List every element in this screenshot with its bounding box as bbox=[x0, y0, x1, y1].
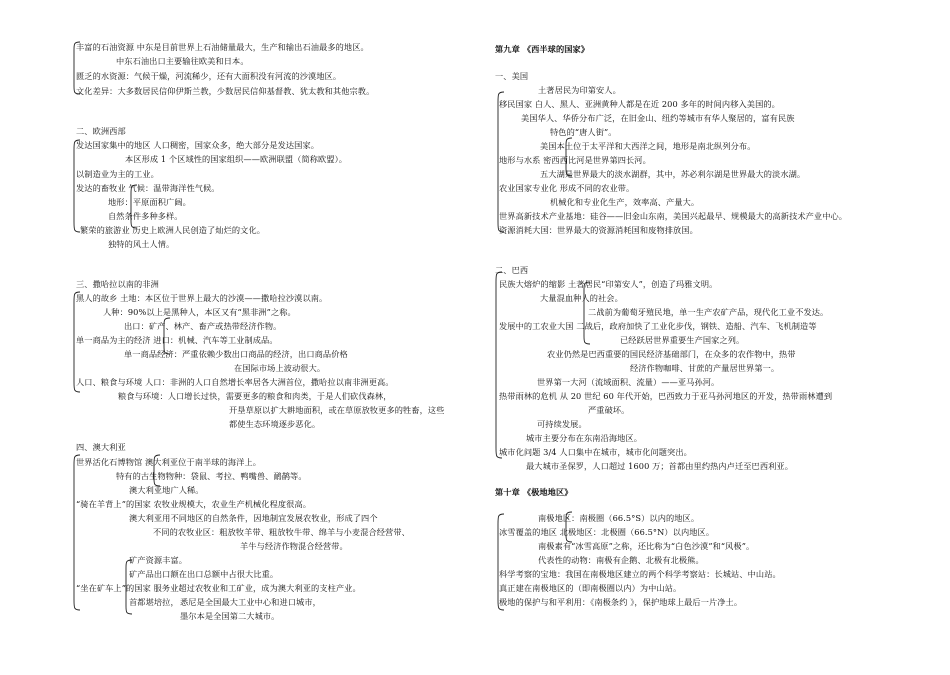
text-line: 城市化问题 3/4 人口集中在城市，城市化问题突出。 bbox=[499, 447, 692, 457]
text-line: 单一商品为主的经济 进口：机械、汽车等工业制成品。 bbox=[76, 335, 278, 345]
text-line: 矿产资源丰富。 bbox=[129, 555, 188, 565]
text-line: 人种：90%以上是黑种人，本区又有“黑非洲”之称。 bbox=[103, 307, 296, 317]
text-line: 世界活化石博物馆 澳大利亚位于南半球的海洋上。 bbox=[76, 457, 262, 467]
text-line: 大量混血种人的社会。 bbox=[540, 293, 623, 303]
text-line: 民族大熔炉的缩影 土著居民“印第安人”，创造了玛雅文明。 bbox=[499, 279, 718, 289]
text-line: 人口、粮食与环境 人口：非洲的人口自然增长率居各大洲首位，撒哈拉以南非洲更高。 bbox=[76, 377, 394, 387]
text-line: 墨尔本是全国第二大城市。 bbox=[180, 611, 280, 621]
section-title: 三、撒哈拉以南的非洲 bbox=[76, 279, 159, 289]
text-line: 极地的保护与和平利用：《南极条约 》，保护地球上最后一片净土。 bbox=[499, 597, 743, 607]
text-line: 悉尼是全国最大工业中心和进口城市， bbox=[180, 597, 321, 607]
text-line: 发达的畜牧业 气候：温带海洋性气候。 bbox=[76, 183, 220, 193]
text-line: 土著居民为印第安人。 bbox=[538, 85, 621, 95]
text-line: 中东石油出口主要输往欧美和日本。 bbox=[116, 56, 249, 66]
section-title: 二、巴西 bbox=[495, 265, 529, 275]
text-line: 特色的“唐人街”。 bbox=[550, 127, 617, 137]
text-line: 羊牛与经济作物混合经营带。 bbox=[240, 541, 348, 551]
text-line: 可持续发展。 bbox=[537, 419, 587, 429]
text-line: 五大湖是世界最大的淡水湖群，其中，苏必利尔湖是世界最大的淡水湖。 bbox=[540, 169, 806, 179]
text-line: 单一商品经济：严重依赖少数出口商品的经济，出口商品价格 bbox=[124, 349, 348, 359]
text-line: 以制造业为主的工业。 bbox=[76, 169, 159, 179]
text-line: 严重破坏。 bbox=[588, 405, 630, 415]
text-line: 美国华人、华侨分布广泛，在旧金山、纽约等城市有华人聚居的，富有民族 bbox=[521, 113, 795, 123]
brace-brazil bbox=[496, 272, 502, 458]
text-line: 本区形成 1 个区域性的国家组织——欧洲联盟（简称欧盟）。 bbox=[125, 154, 348, 164]
text-line: 黑人的故乡 土地：本区位于世界上最大的沙漠——撒哈拉沙漠以南。 bbox=[76, 293, 328, 303]
text-line: 粮食与环境：人口增长过快，需要更多的粮食和肉类，于是人们砍伐森林， bbox=[118, 391, 392, 401]
text-line: 地形：平原面积广阔。 bbox=[108, 197, 191, 207]
text-line: 首都堪培拉， bbox=[129, 597, 179, 607]
text-line: “坐在矿车上”的国家 服务业超过农牧业和工矿业，成为澳大利亚的支柱产业。 bbox=[76, 583, 361, 593]
text-line: 开垦草原以扩大耕地面积，或在草原放牧更多的牲畜，这些 bbox=[229, 405, 445, 415]
text-line: 真正建在南极地区的（即南极圈以内）为中山站。 bbox=[499, 583, 682, 593]
text-line: 地形与水系 密西西比河是世界第四长河。 bbox=[499, 155, 651, 165]
text-line: 独特的风土人情。 bbox=[108, 239, 175, 249]
text-line: 世界高新技术产业基地：硅谷——旧金山东南，美国兴起最早、规模最大的高新技术产业中心。 bbox=[499, 211, 848, 221]
text-line: 代表性的动物：南极有企鹅、北极有北极熊。 bbox=[538, 555, 704, 565]
text-line: 科学考察的宝地：我国在南极地区建立的两个科学考察站：长城站、中山站。 bbox=[499, 569, 781, 579]
section-title: 一、美国 bbox=[495, 71, 529, 81]
text-line: 繁荣的旅游业 历史上欧洲人民创造了灿烂的文化。 bbox=[80, 225, 266, 235]
text-line: 世界第一大河（流域面积、流量）——亚马孙河。 bbox=[537, 377, 720, 387]
text-line: 发达国家集中的地区 人口稠密，国家众多，绝大部分是发达国家。 bbox=[76, 140, 320, 150]
text-line: 最大城市圣保罗，人口超过 1600 万；首都由里约热内卢迁至巴西利亚。 bbox=[526, 461, 793, 471]
text-line: 机械化和专业化生产，效率高、产量大。 bbox=[550, 197, 700, 207]
text-line: 资源消耗大国：世界最大的资源消耗国和废物排放国。 bbox=[499, 225, 698, 235]
text-line: 矿产品出口额在出口总额中占很大比重。 bbox=[129, 569, 279, 579]
chapter-title: 第九章 《西半球的国家》 bbox=[495, 44, 590, 54]
text-line: 冰雪覆盖的地区 北极地区：北极圈（66.5°N）以内地区。 bbox=[499, 527, 715, 537]
text-line: 丰富的石油资源 中东是目前世界上石油储量最大，生产和输出石油最多的地区。 bbox=[76, 42, 369, 52]
text-line: 美国本土位于太平洋和大西洋之间，地形是南北纵列分布。 bbox=[540, 141, 756, 151]
text-line: 都使生态环境逐步恶化。 bbox=[229, 419, 321, 429]
text-line: 已经跃居世界重要生产国家之列。 bbox=[620, 335, 745, 345]
text-line: 澳大利亚地广人稀。 bbox=[129, 485, 204, 495]
text-line: 农业仍然是巴西重要的国民经济基础部门，在众多的农作物中，热带 bbox=[547, 349, 796, 359]
text-line: 发展中的工农业大国 二战后，政府加快了工业化步伐，钢铁、造船、汽车、飞机制造等 bbox=[499, 321, 817, 331]
text-line: 南极素有“冰雪高原”之称，还比称为“白色沙漠”和“风极”。 bbox=[538, 541, 755, 551]
text-line: 移民国家 白人、黑人、亚洲黄种人都是在近 200 多年的时间内移入美国的。 bbox=[499, 99, 780, 109]
text-line: 城市主要分布在东南沿海地区。 bbox=[526, 433, 643, 443]
text-line: 特有的古生物物种：袋鼠、考拉、鸭嘴兽、鸸鹋等。 bbox=[116, 471, 307, 481]
text-line: 澳大利亚用不同地区的自然条件，因地制宜发展农牧业，形成了四个 bbox=[129, 513, 378, 523]
text-line: 南极地区：南极圈（66.5°S）以内的地区。 bbox=[538, 513, 700, 523]
text-line: 自然条件多种多样。 bbox=[108, 211, 183, 221]
text-line: 农业国家专业化 形成不同的农业带。 bbox=[499, 183, 635, 193]
section-title: 四、澳大利亚 bbox=[76, 442, 126, 452]
text-line: 在国际市场上波动很大。 bbox=[234, 363, 326, 373]
text-line: 二战前为葡萄牙殖民地，单一生产农矿产品，现代化工业不发达。 bbox=[588, 307, 829, 317]
section-title: 二、欧洲西部 bbox=[76, 126, 126, 136]
chapter-title: 第十章 《极地地区》 bbox=[495, 487, 573, 497]
text-line: 文化差异：大多数居民信仰伊斯兰教，少数居民信仰基督教、犹太教和其他宗教。 bbox=[76, 86, 375, 96]
text-line: “骑在羊背上”的国家 农牧业规模大，农业生产机械化程度很高。 bbox=[76, 499, 312, 509]
text-line: 匮乏的水资源：气候干燥，河流稀少，还有大面积没有河流的沙漠地区。 bbox=[76, 71, 342, 81]
text-line: 出口：矿产、林产、畜产或热带经济作物。 bbox=[124, 321, 282, 331]
text-line: 热带雨林的危机 从 20 世纪 60 年代开始，巴西致力于亚马孙河地区的开发，热带雨林遭到 bbox=[499, 391, 833, 401]
text-line: 不同的农牧业区：粗放牧羊带、粗放牧牛带、绵羊与小麦混合经营带、 bbox=[153, 527, 410, 537]
text-line: 经济作物咖啡、甘蔗的产量居世界第一。 bbox=[630, 363, 780, 373]
